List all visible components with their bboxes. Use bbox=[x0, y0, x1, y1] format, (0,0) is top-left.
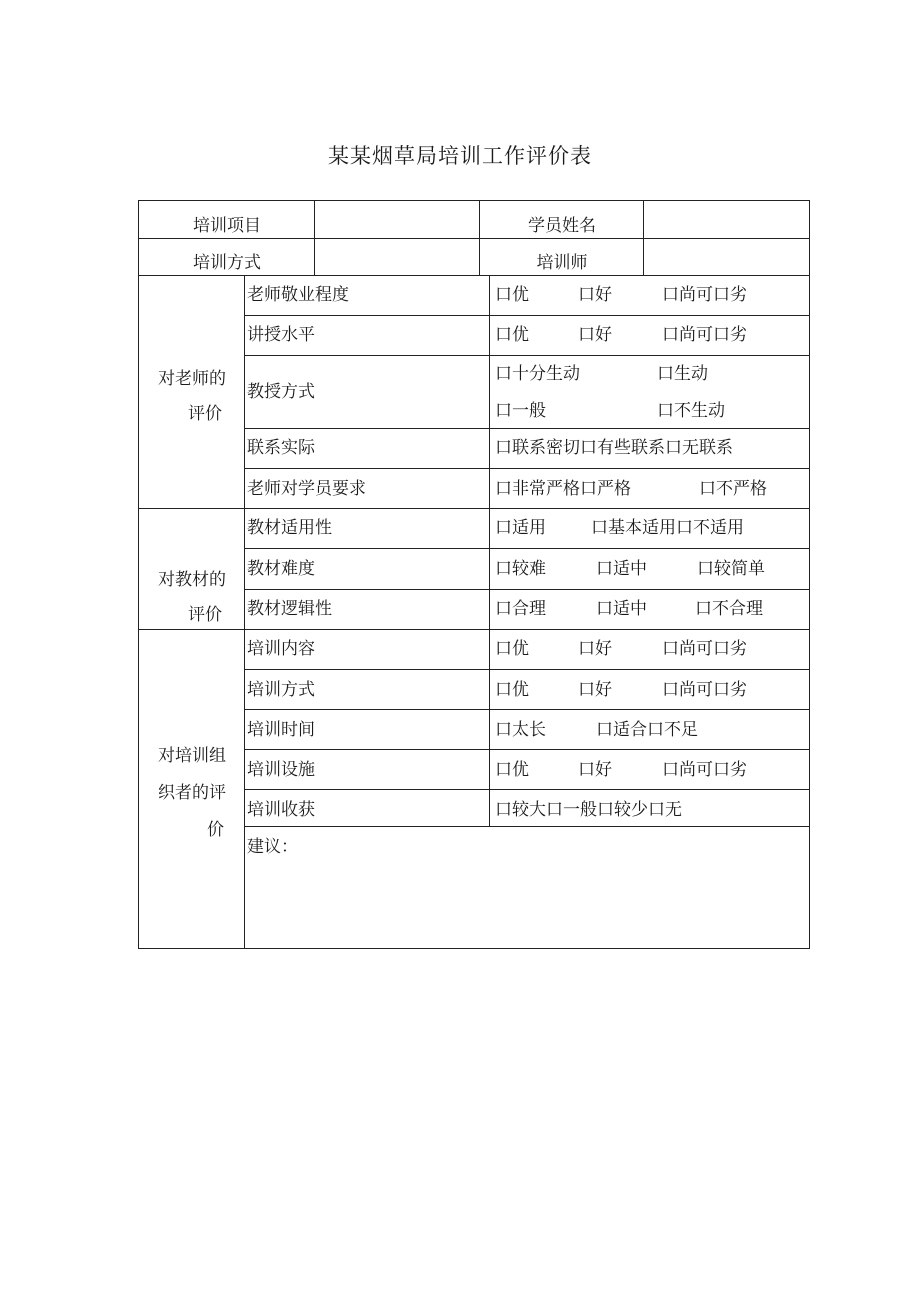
option-checkbox[interactable]: 口好 bbox=[578, 285, 612, 305]
student-name-field[interactable] bbox=[645, 210, 809, 236]
training-method-field[interactable] bbox=[316, 246, 478, 272]
item-label: 老师敬业程度 bbox=[247, 285, 349, 305]
option-checkbox[interactable]: 口联系密切口有些联系口无联系 bbox=[495, 438, 733, 458]
section-material-label: 对教材的 bbox=[158, 570, 226, 590]
option-checkbox[interactable]: 口较简单 bbox=[697, 559, 765, 579]
option-checkbox[interactable]: 口尚可口劣 bbox=[662, 325, 747, 345]
item-label: 培训内容 bbox=[247, 639, 315, 659]
option-checkbox[interactable]: 口不生动 bbox=[657, 401, 725, 421]
col-divider bbox=[244, 275, 245, 949]
trainer-field[interactable] bbox=[645, 246, 809, 272]
option-checkbox[interactable]: 口生动 bbox=[657, 364, 708, 384]
section-teacher-label: 评价 bbox=[188, 404, 222, 424]
row-divider bbox=[244, 826, 810, 827]
row-divider bbox=[244, 749, 810, 750]
item-label: 教材难度 bbox=[247, 559, 315, 579]
row-divider bbox=[138, 629, 810, 630]
row-divider bbox=[244, 468, 810, 469]
item-label: 培训设施 bbox=[247, 760, 315, 780]
option-checkbox[interactable]: 口好 bbox=[578, 325, 612, 345]
option-checkbox[interactable]: 口优 bbox=[495, 680, 529, 700]
training-method-label: 培训方式 bbox=[193, 253, 261, 273]
row-divider bbox=[244, 669, 810, 670]
trainer-label: 培训师 bbox=[536, 253, 588, 273]
option-checkbox[interactable]: 口尚可口劣 bbox=[662, 760, 747, 780]
row-divider bbox=[244, 789, 810, 790]
option-checkbox[interactable]: 口适中 bbox=[596, 559, 647, 579]
suggestion-label: 建议： bbox=[247, 837, 298, 857]
item-label: 教授方式 bbox=[247, 382, 315, 402]
option-checkbox[interactable]: 口优 bbox=[495, 639, 529, 659]
item-label: 培训收获 bbox=[247, 800, 315, 820]
option-checkbox[interactable]: 口不合理 bbox=[695, 599, 763, 619]
row-divider bbox=[244, 709, 810, 710]
training-project-field[interactable] bbox=[316, 210, 478, 236]
option-checkbox[interactable]: 口适用 bbox=[495, 518, 546, 538]
section-organizer-label: 织者的评 bbox=[158, 783, 226, 803]
option-checkbox[interactable]: 口尚可口劣 bbox=[662, 680, 747, 700]
option-checkbox[interactable]: 口一般 bbox=[495, 401, 546, 421]
option-checkbox[interactable]: 口合理 bbox=[495, 599, 546, 619]
row-divider bbox=[244, 315, 810, 316]
row-divider bbox=[138, 508, 810, 509]
row-divider bbox=[244, 428, 810, 429]
form-title: 某某烟草局培训工作评价表 bbox=[328, 144, 592, 168]
section-material-label: 评价 bbox=[188, 605, 222, 625]
option-checkbox[interactable]: 口较大口一般口较少口无 bbox=[495, 800, 682, 820]
option-checkbox[interactable]: 口尚可口劣 bbox=[662, 285, 747, 305]
option-checkbox[interactable]: 口十分生动 bbox=[495, 364, 580, 384]
option-checkbox[interactable]: 口非常严格口严格 bbox=[495, 479, 631, 499]
option-checkbox[interactable]: 口优 bbox=[495, 760, 529, 780]
option-checkbox[interactable]: 口尚可口劣 bbox=[662, 639, 747, 659]
option-checkbox[interactable]: 口太长 bbox=[495, 720, 546, 740]
col-divider bbox=[479, 200, 480, 275]
row-divider bbox=[244, 355, 810, 356]
item-label: 培训方式 bbox=[247, 680, 315, 700]
col-divider bbox=[643, 200, 644, 275]
item-label: 老师对学员要求 bbox=[247, 479, 366, 499]
col-divider bbox=[489, 275, 490, 826]
option-checkbox[interactable]: 口适合口不足 bbox=[596, 720, 698, 740]
item-label: 教材逻辑性 bbox=[247, 599, 332, 619]
option-checkbox[interactable]: 口优 bbox=[495, 325, 529, 345]
row-divider bbox=[138, 275, 810, 276]
section-organizer-label: 对培训组 bbox=[158, 746, 226, 766]
option-checkbox[interactable]: 口好 bbox=[578, 639, 612, 659]
col-divider bbox=[314, 200, 315, 275]
option-checkbox[interactable]: 口优 bbox=[495, 285, 529, 305]
option-checkbox[interactable]: 口好 bbox=[578, 680, 612, 700]
item-label: 联系实际 bbox=[247, 438, 315, 458]
section-organizer-label: 价 bbox=[207, 820, 224, 840]
row-divider bbox=[138, 238, 810, 239]
item-label: 教材适用性 bbox=[247, 518, 332, 538]
student-name-label: 学员姓名 bbox=[528, 216, 596, 236]
item-label: 培训时间 bbox=[247, 720, 315, 740]
row-divider bbox=[244, 589, 810, 590]
section-teacher-label: 对老师的 bbox=[158, 369, 226, 389]
option-checkbox[interactable]: 口较难 bbox=[495, 559, 546, 579]
option-checkbox[interactable]: 口好 bbox=[578, 760, 612, 780]
item-label: 讲授水平 bbox=[247, 325, 315, 345]
training-project-label: 培训项目 bbox=[193, 216, 261, 236]
option-checkbox[interactable]: 口不严格 bbox=[699, 479, 767, 499]
suggestion-field[interactable] bbox=[247, 862, 805, 944]
option-checkbox[interactable]: 口基本适用口不适用 bbox=[591, 518, 744, 538]
row-divider bbox=[244, 548, 810, 549]
option-checkbox[interactable]: 口适中 bbox=[596, 599, 647, 619]
